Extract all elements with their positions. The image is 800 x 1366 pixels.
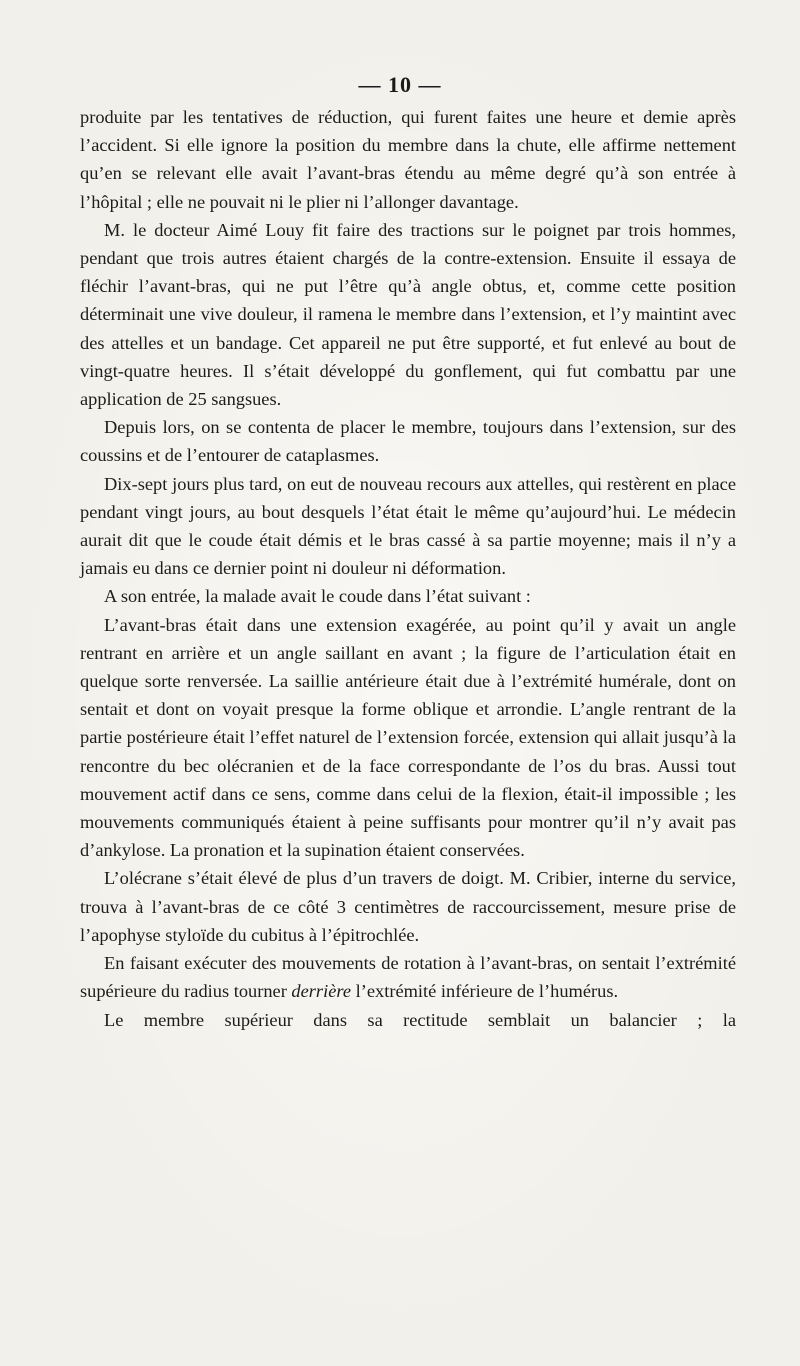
- paragraph-5: A son entrée, la malade avait le coude dans l’état suivant :: [104, 586, 531, 607]
- paragraph-4: Dix-sept jours plus tard, on eut de nouveau recours aux attelles, qui restèrent en place pendant vingt jours, au bout desquels l’état était le même qu’aujourd’hui. Le médecin aurait dit que le coude était démis et le bras cassé à sa partie moyenne; mais il n’y a jamais eu dans ce dernier point ni douleur ni déformation.: [80, 473, 736, 579]
- paragraph-7: L’olécrane s’était élevé de plus d’un travers de doigt. M. Cribier, interne du service, trouva à l’avant-bras de ce côté 3 centimètres de raccourcissement, mesure prise de l’apophyse styloïde du cubitus à l’épitrochlée.: [80, 868, 736, 945]
- body-text: [80, 103, 736, 1034]
- paragraph-3: Depuis lors, on se contenta de placer le membre, toujours dans l’extension, sur des coussins et de l’entourer de cataplasmes.: [80, 417, 736, 466]
- paragraph-8: En faisant exécuter des mouvements de rotation à l’avant-bras, on sentait l’extrémité supérieure du radius tourner derrière l’extrémité inférieure de l’humérus.: [80, 953, 736, 1002]
- page-number: — 10 —: [358, 72, 442, 97]
- paragraph-6: L’avant-bras était dans une extension exagérée, au point qu’il y avait un angle rentrant en arrière et un angle saillant en avant ; la figure de l’articulation était en quelque sorte renversée. La saillie antérieure était due à l’extrémité humérale, dont on sentait et dont on voyait presque la forme oblique et arrondie. L’angle rentrant de la partie postérieure était l’effet naturel de l’extension forcée, extension qui allait jusqu’à la rencontre du bec olécranien et de la face correspondante de l’os du bras. Aussi tout mouvement actif dans ce sens, comme dans celui de la flexion, était-il impossible ; les mouvements communiqués étaient à peine suffisants pour montrer qu’il n’y avait pas d’ankylose. La pronation et la supination étaient conservées.: [80, 614, 736, 861]
- paragraph-9: Le membre supérieur dans sa rectitude semblait un balancier ; la: [104, 1009, 736, 1030]
- paragraph-1: produite par les tentatives de réduction, qui furent faites une heure et demie après l’accident. Si elle ignore la position du membre dans la chute, elle affirme nettement qu’en se relevant elle avait l’avant-bras étendu au même degré qu’à son entrée à l’hôpital ; elle ne pouvait ni le plier ni l’allonger davantage.: [80, 107, 736, 212]
- paragraph-2: M. le docteur Aimé Louy fit faire des tractions sur le poignet par trois hommes, pendant que trois autres étaient chargés de la contre-extension. Ensuite il essaya de fléchir l’avant-bras, qui ne put l’être qu’à angle obtus, et, comme cette position déterminait une vive douleur, il ramena le membre dans l’extension, et l’y maintint avec des attelles et un bandage. Cet appareil ne put être supporté, et fut enlevé au bout de vingt-quatre heures. Il s’était développé du gonflement, qui fut combattu par une application de 25 sangsues.: [80, 219, 736, 410]
- italic-word: derrière: [291, 981, 352, 1002]
